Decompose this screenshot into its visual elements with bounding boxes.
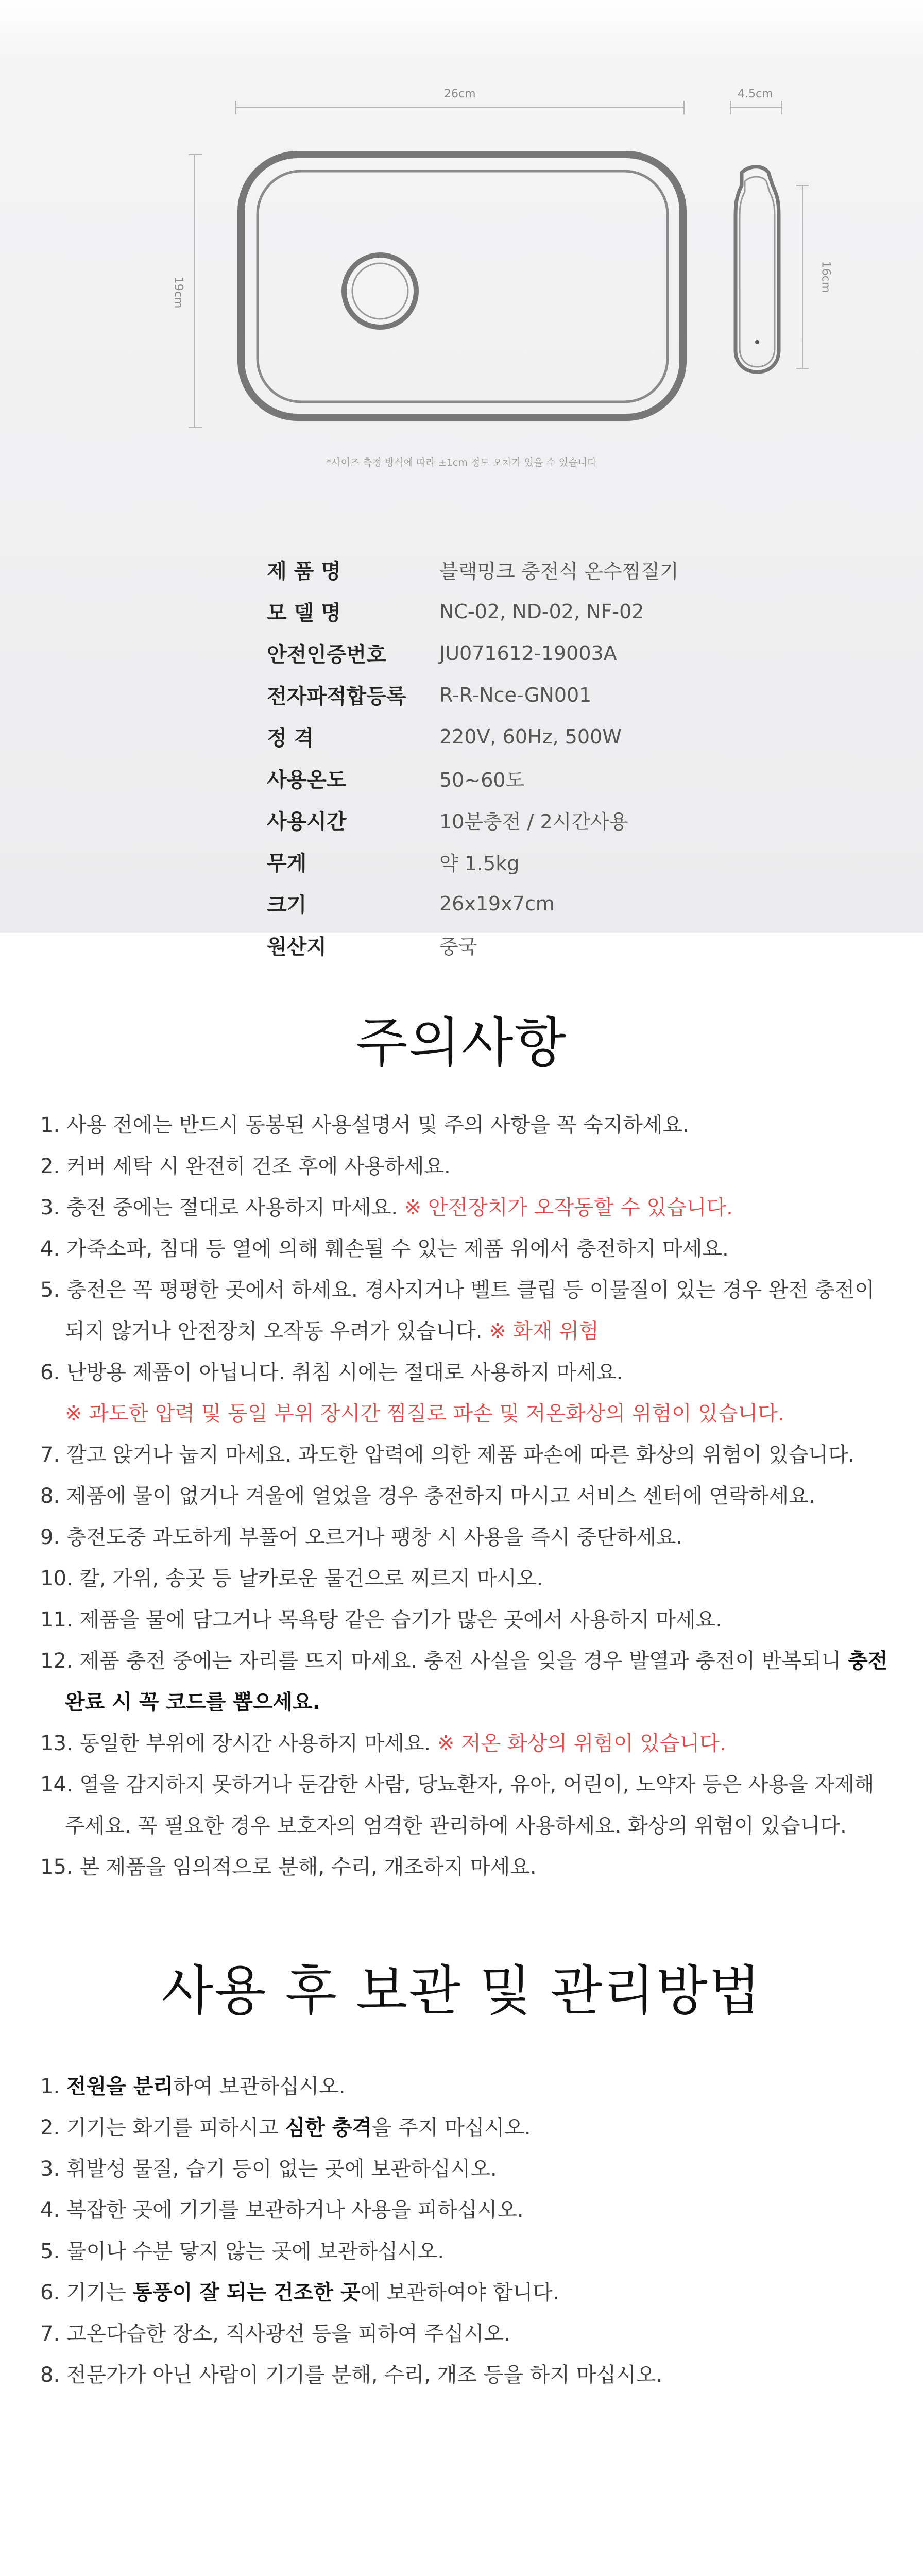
storage-text: 1. bbox=[40, 2075, 66, 2098]
storage-text: 6. 기기는 bbox=[40, 2281, 133, 2304]
caution-warning: ※ 안전장치가 오작동할 수 있습니다. bbox=[404, 1196, 733, 1219]
power-button-drawing bbox=[344, 255, 416, 327]
storage-item bbox=[40, 2066, 890, 2107]
height-dimension-label: 19cm bbox=[172, 276, 185, 309]
caution-text: 1. 사용 전에는 반드시 동봉된 사용설명서 및 주의 사항을 꼭 숙지하세요. bbox=[40, 1113, 689, 1137]
caution-item bbox=[40, 1269, 890, 1311]
spec-key: 안전인증번호 bbox=[267, 643, 386, 667]
caution-title: 주의사항 bbox=[356, 1011, 567, 1074]
spec-value: NC-02, ND-02, NF-02 bbox=[439, 600, 644, 623]
spec-value: 약 1.5kg bbox=[439, 852, 520, 875]
caution-text: 9. 충전도중 과도하게 부풀어 오르거나 팽창 시 사용을 즉시 중단하세요. bbox=[40, 1526, 683, 1549]
storage-text: 2. 기기는 화기를 피하시고 bbox=[40, 2116, 285, 2140]
width-dimension-label: 26cm bbox=[444, 88, 476, 100]
depth-dimension-label: 4.5cm bbox=[738, 88, 773, 100]
caution-item bbox=[40, 1517, 890, 1558]
caution-item bbox=[40, 1187, 890, 1228]
storage-emphasis: 통풍이 잘 되는 건조한 곳 bbox=[132, 2281, 361, 2304]
spec-row-product-name bbox=[267, 549, 679, 590]
caution-list bbox=[40, 1105, 890, 1888]
spec-value: 블랙밍크 충전식 온수찜질기 bbox=[439, 560, 679, 583]
storage-item bbox=[40, 2354, 890, 2396]
storage-emphasis: 전원을 분리 bbox=[66, 2075, 174, 2098]
spec-key: 사용온도 bbox=[267, 768, 347, 792]
spec-row-origin bbox=[267, 924, 679, 966]
product-dimension-drawing bbox=[0, 0, 923, 443]
spec-value: R-R-Nce-GN001 bbox=[439, 683, 592, 706]
spec-row-temperature bbox=[267, 757, 679, 799]
spec-key: 정 격 bbox=[267, 726, 314, 750]
spec-key: 제 품 명 bbox=[267, 560, 341, 583]
caution-item-continuation bbox=[40, 1311, 890, 1352]
spec-key: 전자파적합등록 bbox=[267, 685, 406, 708]
caution-warning: ※ 화재 위험 bbox=[489, 1319, 599, 1343]
storage-text: 7. 고온다습한 장소, 직사광선 등을 피하여 주십시오. bbox=[40, 2322, 510, 2346]
caution-text: 4. 가죽소파, 침대 등 열에 의해 훼손될 수 있는 제품 위에서 충전하지 마세요. bbox=[40, 1237, 729, 1261]
spec-row-size bbox=[267, 883, 679, 924]
caution-text: 5. 충전은 꼭 평평한 곳에서 하세요. 경사지거나 벨트 클립 등 이물질이 있는 경우 완전 충전이 bbox=[40, 1278, 875, 1302]
caution-warning: ※ 저온 화상의 위험이 있습니다. bbox=[437, 1732, 726, 1755]
storage-title: 사용 후 보관 및 관리방법 bbox=[161, 1959, 762, 2022]
spec-value: JU071612-19003A bbox=[439, 641, 617, 665]
caution-text: 12. 제품 충전 중에는 자리를 뜨지 마세요. 충전 사실을 잊을 경우 발열과 충전이 반복되니 bbox=[40, 1649, 848, 1673]
caution-item-continuation bbox=[40, 1805, 890, 1846]
caution-item bbox=[40, 1105, 890, 1146]
spec-row-model bbox=[267, 590, 679, 632]
storage-item bbox=[40, 2190, 890, 2231]
storage-text: 5. 물이나 수분 닿지 않는 곳에 보관하십시오. bbox=[40, 2240, 445, 2263]
storage-text: 하여 보관하십시오. bbox=[173, 2075, 346, 2098]
storage-item bbox=[40, 2107, 890, 2148]
caution-text: 2. 커버 세탁 시 완전히 건조 후에 사용하세요. bbox=[40, 1155, 451, 1178]
caution-text: 3. 충전 중에는 절대로 사용하지 마세요. bbox=[40, 1196, 404, 1219]
spec-key: 모 델 명 bbox=[267, 601, 341, 625]
spec-section bbox=[0, 0, 923, 959]
caution-item bbox=[40, 1228, 890, 1269]
caution-text: 11. 제품을 물에 담그거나 목욕탕 같은 습기가 많은 곳에서 사용하지 마세요. bbox=[40, 1608, 723, 1632]
spec-table bbox=[267, 549, 679, 966]
storage-emphasis: 심한 충격 bbox=[285, 2116, 372, 2140]
storage-item bbox=[40, 2313, 890, 2354]
spec-value: 10분충전 / 2시간사용 bbox=[439, 810, 628, 833]
caution-text: 14. 열을 감지하지 못하거나 둔감한 사람, 당뇨환자, 유아, 어린이, 노약자 등은 사용을 자제해 bbox=[40, 1773, 875, 1797]
spec-row-weight bbox=[267, 841, 679, 883]
size-tolerance-note: *사이즈 측정 방식에 따라 ±1cm 정도 오차가 있을 수 있습니다 bbox=[326, 457, 597, 468]
caution-item bbox=[40, 1558, 890, 1599]
caution-warning: ※ 과도한 압력 및 동일 부위 장시간 찜질로 파손 및 저온화상의 위험이 있습니다. bbox=[65, 1402, 784, 1426]
side-height-dimension-label: 16cm bbox=[819, 261, 832, 293]
storage-text: 4. 복잡한 곳에 기기를 보관하거나 사용을 피하십시오. bbox=[40, 2198, 524, 2222]
spec-row-usage-time bbox=[267, 799, 679, 841]
storage-text: 3. 휘발성 물질, 습기 등이 없는 곳에 보관하십시오. bbox=[40, 2157, 497, 2181]
spec-value: 26x19x7cm bbox=[439, 892, 555, 915]
storage-item bbox=[40, 2272, 890, 2313]
storage-item bbox=[40, 2148, 890, 2190]
device-body-outline bbox=[241, 155, 683, 417]
caution-emphasis: 완료 시 꼭 코드를 뽑으세요. bbox=[65, 1690, 320, 1714]
caution-text: 15. 본 제품을 임의적으로 분해, 수리, 개조하지 마세요. bbox=[40, 1855, 537, 1879]
spec-row-rating bbox=[267, 716, 679, 757]
caution-text: 13. 동일한 부위에 장시간 사용하지 마세요. bbox=[40, 1732, 437, 1755]
caution-item bbox=[40, 1764, 890, 1805]
caution-text: 주세요. 꼭 필요한 경우 보호자의 엄격한 관리하에 사용하세요. 화상의 위험이 있습니다. bbox=[65, 1814, 847, 1838]
caution-item bbox=[40, 1434, 890, 1476]
storage-text: 8. 전문가가 아닌 사람이 기기를 분해, 수리, 개조 등을 하지 마십시오. bbox=[40, 2363, 663, 2387]
caution-text: 8. 제품에 물이 없거나 겨울에 얼었을 경우 충전하지 마시고 서비스 센터에 연락하세요. bbox=[40, 1484, 815, 1508]
storage-item bbox=[40, 2231, 890, 2272]
caution-item bbox=[40, 1352, 890, 1393]
spec-value: 중국 bbox=[439, 936, 477, 958]
caution-item bbox=[40, 1476, 890, 1517]
spec-row-safety-cert bbox=[267, 632, 679, 674]
caution-item bbox=[40, 1599, 890, 1640]
storage-list bbox=[40, 2066, 890, 2396]
storage-text: 에 보관하여야 합니다. bbox=[360, 2281, 559, 2304]
caution-emphasis: 충전 bbox=[848, 1649, 888, 1673]
caution-text: 되지 않거나 안전장치 오작동 우려가 있습니다. bbox=[65, 1319, 489, 1343]
caution-text: 6. 난방용 제품이 아닙니다. 취침 시에는 절대로 사용하지 마세요. bbox=[40, 1361, 623, 1384]
caution-item bbox=[40, 1146, 890, 1187]
spec-value: 50~60도 bbox=[439, 769, 525, 791]
storage-text: 을 주지 마십시오. bbox=[371, 2116, 531, 2140]
spec-key: 크기 bbox=[267, 893, 307, 917]
caution-item-continuation bbox=[40, 1682, 890, 1723]
spec-row-emc-registration bbox=[267, 674, 679, 716]
spec-key: 사용시간 bbox=[267, 810, 347, 834]
spec-key: 무게 bbox=[267, 852, 307, 875]
spec-value: 220V, 60Hz, 500W bbox=[439, 725, 622, 748]
caution-item bbox=[40, 1640, 890, 1682]
spec-key: 원산지 bbox=[267, 935, 327, 959]
caution-text: 7. 깔고 앉거나 눕지 마세요. 과도한 압력에 의한 제품 파손에 따른 화상의 위험이 있습니다. bbox=[40, 1443, 855, 1467]
caution-item bbox=[40, 1846, 890, 1888]
caution-item bbox=[40, 1723, 890, 1764]
caution-text: 10. 칼, 가위, 송곳 등 날카로운 물건으로 찌르지 마시오. bbox=[40, 1567, 543, 1590]
